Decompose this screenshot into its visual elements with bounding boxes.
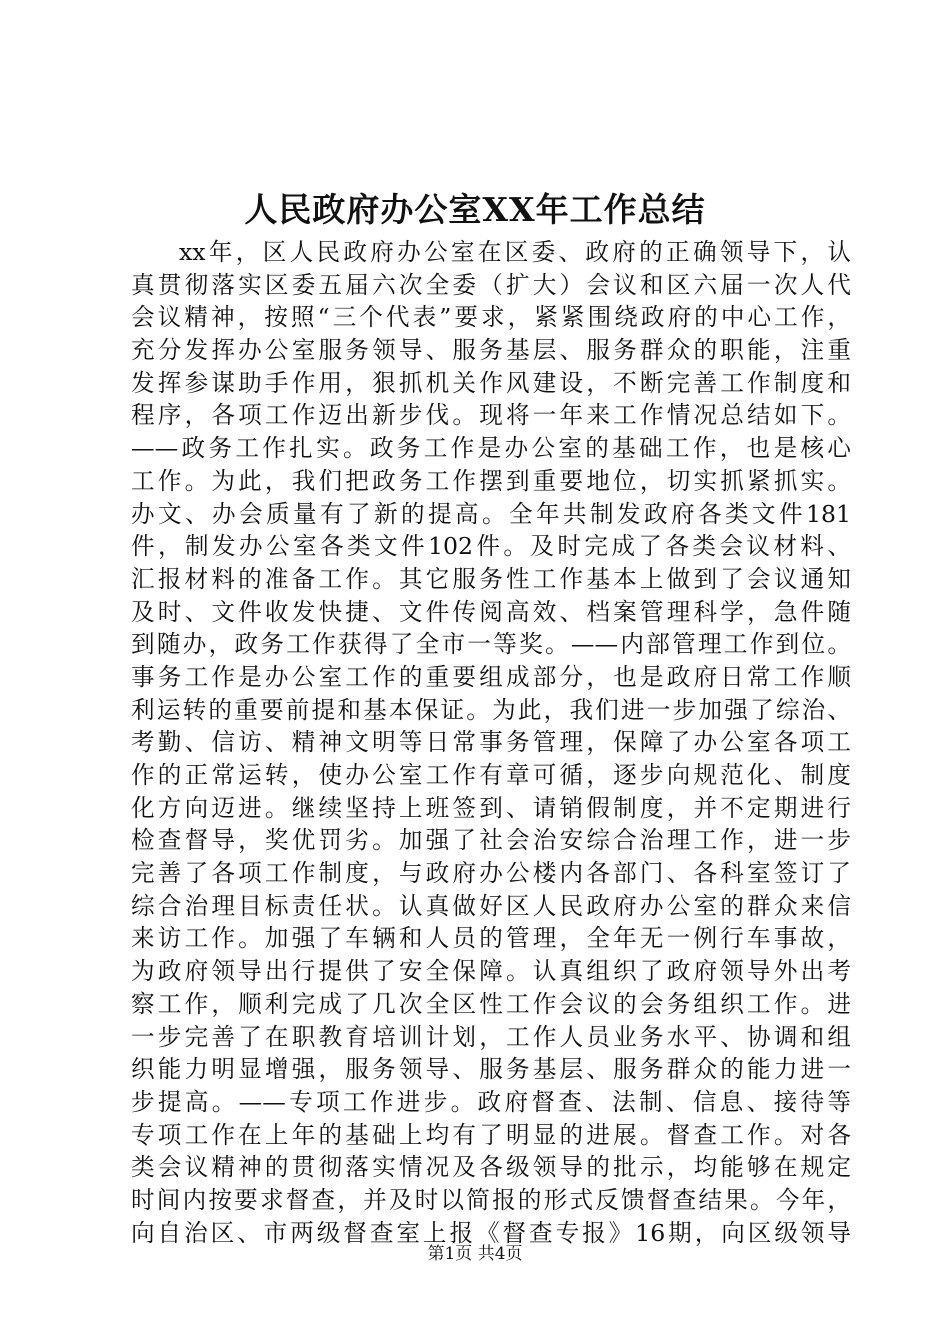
- document-body: [131, 236, 851, 1249]
- body-line: 考勤、信访、精神文明等日常事务管理，保障了办公室各项工: [131, 728, 851, 757]
- body-line: 一步完善了在职教育培训计划，工作人员业务水平、协调和组: [131, 1022, 851, 1051]
- body-line: 化方向迈进。继续坚持上班签到、请销假制度，并不定期进行: [131, 793, 851, 822]
- body-line: ——政务工作扎实。政务工作是办公室的基础工作，也是核心: [131, 434, 851, 463]
- body-line: 检查督导，奖优罚劣。加强了社会治安综合治理工作，进一步: [131, 826, 851, 855]
- body-line: 真贯彻落实区委五届六次全委（扩大）会议和区六届一次人代: [131, 270, 851, 299]
- document-title: 人民政府办公室XX年工作总结: [244, 190, 706, 229]
- body-line: 程序，各项工作迈出新步伐。现将一年来工作情况总结如下。: [131, 401, 851, 430]
- body-line: 作的正常运转，使办公室工作有章可循，逐步向规范化、制度: [131, 761, 851, 789]
- body-line: 及时、文件收发快捷、文件传阅高效、档案管理科学，急件随: [131, 597, 851, 626]
- body-line: 办文、办会质量有了新的提高。全年共制发政府各类文件181: [131, 499, 851, 528]
- body-line: 类会议精神的贯彻落实情况及各级领导的批示，均能够在规定: [131, 1153, 851, 1182]
- body-line: 发挥参谋助手作用，狠抓机关作风建设，不断完善工作制度和: [131, 368, 851, 397]
- body-line: 专项工作在上年的基础上均有了明显的进展。督查工作。对各: [131, 1120, 851, 1149]
- body-line: 完善了各项工作制度，与政府办公楼内各部门、各科室签订了: [131, 859, 851, 888]
- body-line: 为政府领导出行提供了安全保障。认真组织了政府领导外出考: [131, 957, 851, 986]
- body-line: 织能力明显增强，服务领导、服务基层、服务群众的能力进一: [131, 1055, 851, 1084]
- body-line: 察工作，顺利完成了几次全区性工作会议的会务组织工作。进: [131, 989, 851, 1018]
- body-line: 综合治理目标责任状。认真做好区人民政府办公室的群众来信: [131, 891, 851, 920]
- body-line: 工作。为此，我们把政务工作摆到重要地位，切实抓紧抓实。: [131, 466, 851, 495]
- body-line: 会议精神，按照“三个代表”要求，紧紧围绕政府的中心工作，: [131, 303, 851, 332]
- page-footer: [0, 1242, 950, 1266]
- body-line: 步提高。——专项工作进步。政府督查、法制、信息、接待等: [131, 1087, 851, 1116]
- body-line: xx年，区人民政府办公室在区委、政府的正确领导下，认: [179, 238, 851, 266]
- body-line: 到随办，政务工作获得了全市一等奖。——内部管理工作到位。: [131, 630, 851, 659]
- body-line: 件，制发办公室各类文件102件。及时完成了各类会议材料、: [131, 532, 851, 561]
- body-line: 时间内按要求督查，并及时以简报的形式反馈督查结果。今年，: [131, 1185, 851, 1214]
- body-line: 利运转的重要前提和基本保证。为此，我们进一步加强了综治、: [131, 695, 851, 724]
- body-line: 来访工作。加强了车辆和人员的管理，全年无一例行车事故，: [131, 924, 851, 953]
- body-line: 向自治区、市两级督查室上报《督查专报》16期，向区级领导: [131, 1218, 851, 1247]
- page-number: 第1页 共4页: [427, 1244, 523, 1264]
- body-line: 事务工作是办公室工作的重要组成部分，也是政府日常工作顺: [131, 662, 851, 691]
- body-line: 汇报材料的准备工作。其它服务性工作基本上做到了会议通知: [131, 564, 851, 593]
- body-line: 充分发挥办公室服务领导、服务基层、服务群众的职能，注重: [131, 336, 851, 365]
